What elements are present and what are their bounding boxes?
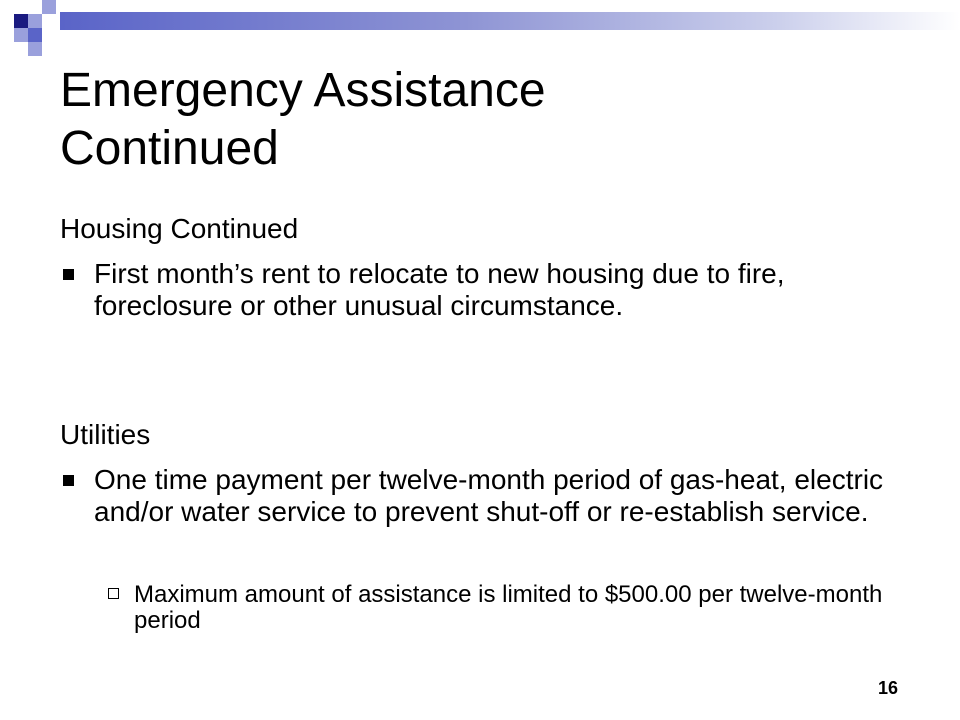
bullet-text: First month’s rent to relocate to new housing due to fire, foreclosure or other unusual circumstance.: [94, 258, 785, 321]
section-heading-housing: Housing Continued: [60, 213, 299, 244]
bullet-text: One time payment per twelve-month period of gas-heat, electric and/or water service to prevent shut-off or re-establish service.: [94, 464, 884, 527]
filled-square-icon: [63, 269, 74, 280]
header-gradient-bar: [60, 12, 960, 30]
slide-title: [60, 62, 920, 178]
filled-square-icon: [63, 475, 74, 486]
section-heading-utilities: Utilities: [60, 419, 151, 450]
hollow-square-icon: [108, 588, 119, 599]
corner-square-light: [14, 28, 28, 42]
corner-square-light: [28, 42, 42, 56]
page-number: 16: [878, 678, 899, 698]
corner-square-dark: [14, 14, 28, 28]
slide-title-line-1: Emergency Assistance: [60, 64, 546, 117]
slide-title-line-2: Continued: [60, 122, 279, 175]
corner-square-mid: [28, 28, 42, 42]
sub-bullet-text: Maximum amount of assistance is limited to $500.00 per twelve-month period: [134, 581, 883, 634]
corner-square-light: [42, 0, 56, 14]
corner-decoration: [0, 0, 80, 60]
corner-square-light: [28, 14, 42, 28]
